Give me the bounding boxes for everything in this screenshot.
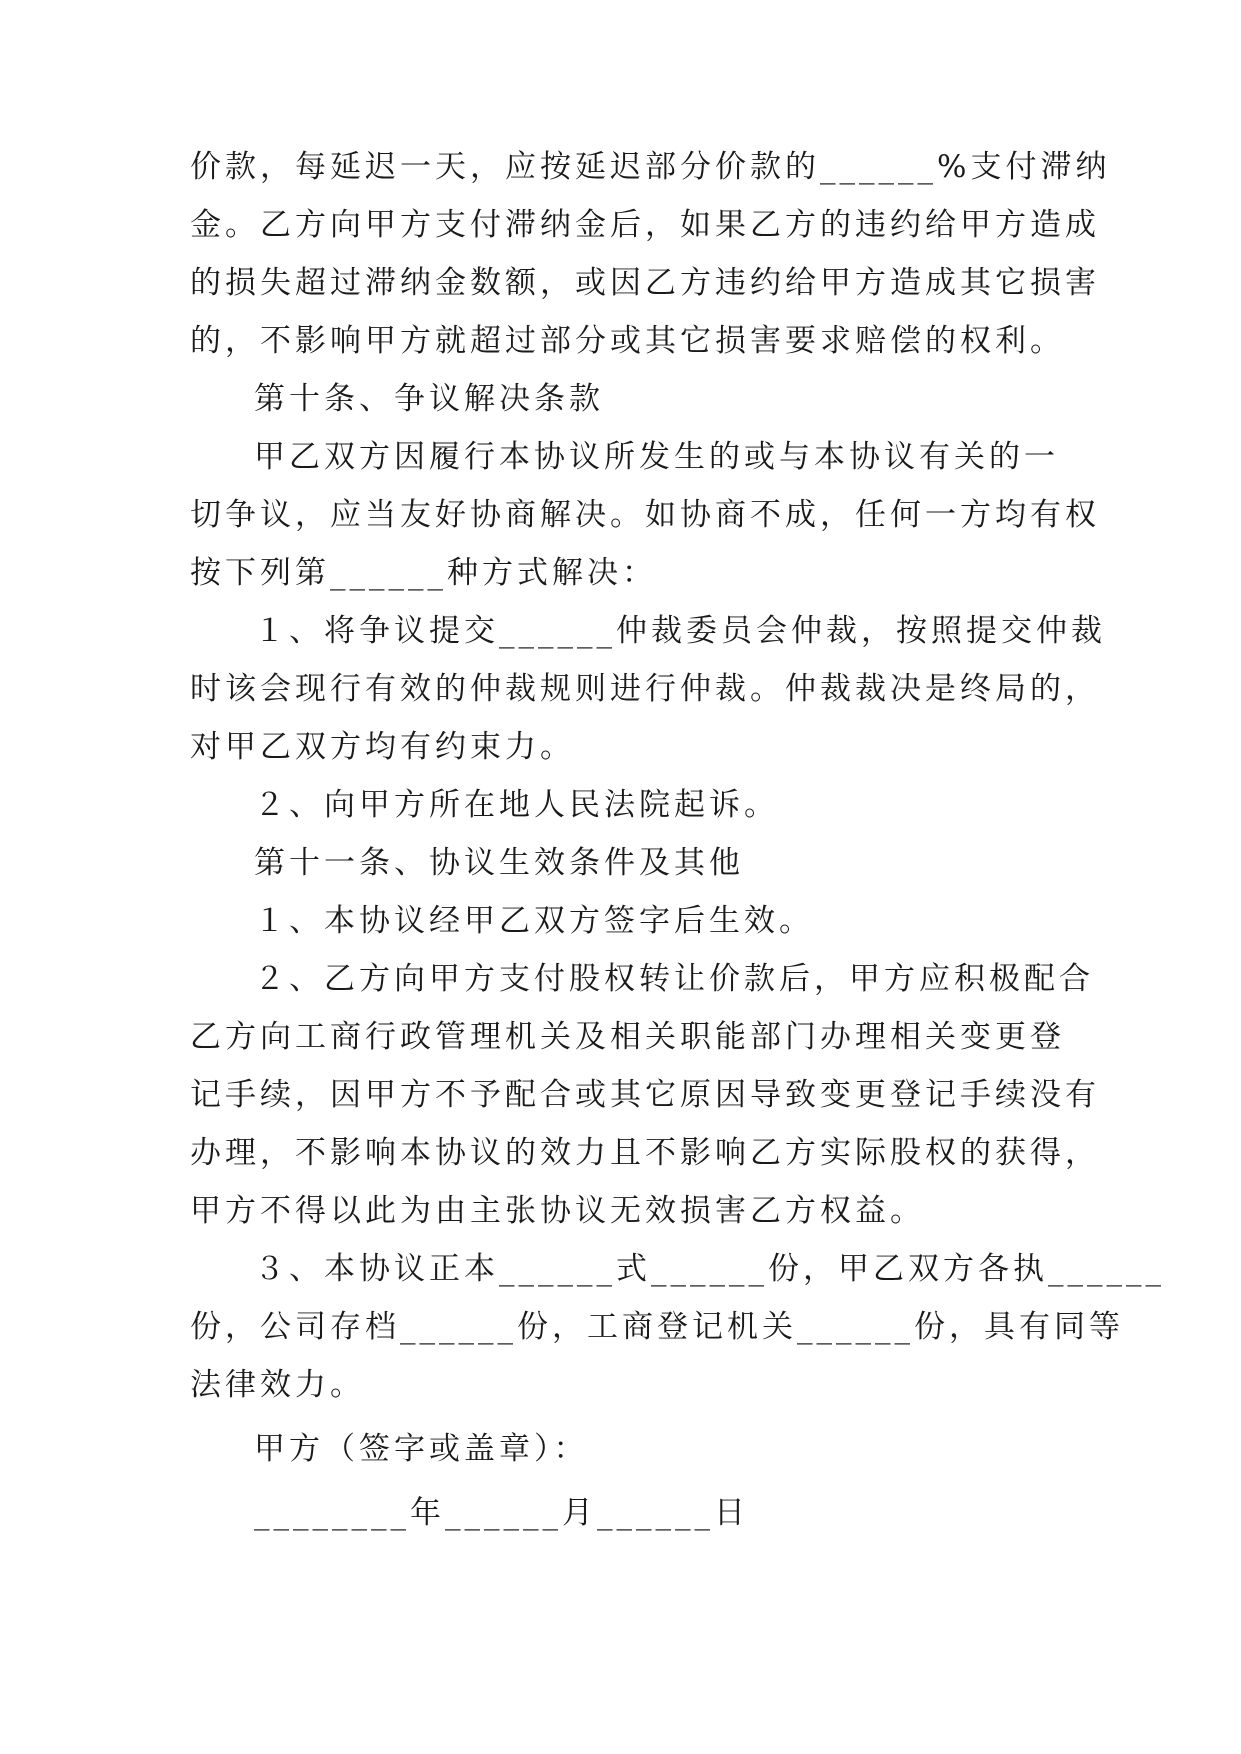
text-line: 的损失超过滞纳金数额，或因乙方违约给甲方造成其它损害: [190, 265, 1100, 301]
signature-date: ________年______月______日: [254, 1495, 749, 1531]
text-line: 时该会现行有效的仲裁规则进行仲裁。仲裁裁决是终局的，: [190, 671, 1100, 707]
text-line: 的，不影响甲方就超过部分或其它损害要求赔偿的权利。: [190, 323, 1065, 359]
text-line: 按下列第______种方式解决：: [190, 555, 657, 591]
text-line: 对甲乙双方均有约束力。: [190, 729, 575, 765]
list-item-registration: ２、乙方向甲方支付股权转让价款后，甲方应积极配合: [254, 961, 1094, 997]
document-body: [190, 138, 1165, 1542]
text-line: 切争议，应当友好协商解决。如协商不成，任何一方均有权: [190, 497, 1100, 533]
list-item-court: ２、向甲方所在地人民法院起诉。: [254, 787, 779, 823]
section-heading-article-10: 第十条、争议解决条款: [254, 381, 604, 417]
text-line: 价款，每延迟一天，应按延迟部分价款的______%支付滞纳: [190, 149, 1111, 185]
text-line: 金。乙方向甲方支付滞纳金后，如果乙方的违约给甲方造成: [190, 207, 1100, 243]
text-line: 法律效力。: [190, 1367, 365, 1403]
signature-party-a: 甲方（签字或盖章）：: [254, 1431, 589, 1467]
list-item-arbitration: １、将争议提交______仲裁委员会仲裁，按照提交仲裁: [254, 613, 1106, 649]
text-line: 份，公司存档______份，工商登记机关______份，具有同等: [190, 1309, 1124, 1345]
section-heading-article-11: 第十一条、协议生效条件及其他: [254, 845, 744, 881]
list-item-effective: １、本协议经甲乙双方签字后生效。: [254, 903, 814, 939]
text-line: 甲方不得以此为由主张协议无效损害乙方权益。: [190, 1193, 925, 1229]
text-line: 记手续，因甲方不予配合或其它原因导致变更登记手续没有: [190, 1077, 1100, 1113]
text-line: 乙方向工商行政管理机关及相关职能部门办理相关变更登: [190, 1019, 1065, 1055]
text-line: 办理，不影响本协议的效力且不影响乙方实际股权的获得，: [190, 1135, 1100, 1171]
text-line: 甲乙双方因履行本协议所发生的或与本协议有关的一: [254, 439, 1059, 475]
list-item-copies: ３、本协议正本______式______份，甲乙双方各执______: [254, 1251, 1165, 1287]
